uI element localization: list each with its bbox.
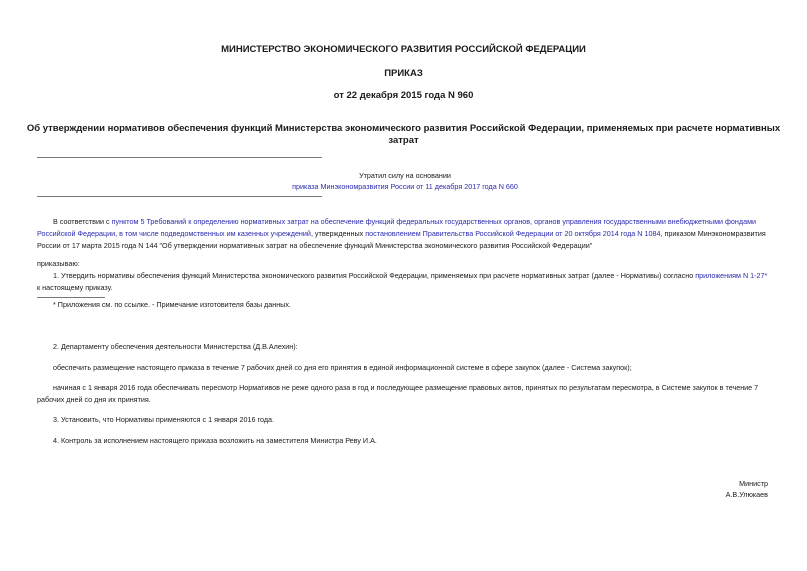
- orders-word: приказываю:: [37, 259, 80, 268]
- status-note: Утратил силу на основании: [359, 171, 451, 180]
- item-4-text: 4. Контроль за исполнением настоящего приказа возложить на заместителя Министра Реву И.А.: [53, 436, 377, 445]
- footnote-divider: [37, 297, 105, 298]
- document-title-line1: Об утверждении нормативов обеспечения функций Министерства экономического развития Российской Федерации, применяемых при расчете нормативных: [26, 123, 781, 134]
- document-title-line2: затрат: [388, 135, 419, 146]
- preamble-text-3: , приказом Минэкономразвития России от 17 марта 2015 года N 144 "Об утверждении нормативных затрат на обеспечение функций Министерства экономического развития Российской Федерации": [37, 229, 766, 250]
- resolution-link[interactable]: постановлением Правительства Российской Федерации от 20 октября 2014 года N 1084: [365, 229, 661, 238]
- document-date: от 22 декабря 2015 года N 960: [333, 90, 474, 101]
- item-2b-text: начиная с 1 января 2016 года обеспечивать пересмотр Нормативов не реже одного раза в год и последующее размещение правовых актов, принятых по результатам пересмотра, в Системе закупок в течение 7 рабочих дней со дня их принятия.: [37, 383, 759, 404]
- preamble-text-1: В соответствии с: [53, 217, 112, 226]
- preamble-text-2: , утвержденных: [310, 229, 366, 238]
- requirements-link[interactable]: пунктом 5 Требований к определению нормативных затрат на обеспечение функций федеральных государственных органов, органов управления государственными внебюджетными фондами Российской Федерации, в том числе подведомственных им казенных учреждений: [37, 217, 757, 238]
- item-2-text: 2. Департаменту обеспечения деятельности Министерства (Д.В.Алехин):: [53, 342, 298, 351]
- signature-position: Министр: [739, 479, 768, 488]
- signature-name: А.В.Улюкаев: [725, 490, 768, 499]
- footnote-text: * Приложения см. по ссылке. - Примечание изготовителя базы данных.: [53, 300, 291, 309]
- item-1-tail: к настоящему приказу.: [37, 283, 113, 292]
- ministry-heading: МИНИСТЕРСТВО ЭКОНОМИЧЕСКОГО РАЗВИТИЯ РОССИЙСКОЙ ФЕДЕРАЦИИ: [221, 44, 586, 55]
- preamble-paragraph: [37, 216, 770, 252]
- appendices-link[interactable]: приложениям N 1-27*: [695, 271, 768, 280]
- item-1-paragraph: [37, 270, 770, 294]
- item-3-text: 3. Установить, что Нормативы применяются с 1 января 2016 года.: [53, 415, 275, 424]
- divider-bottom: [37, 196, 322, 197]
- item-1-text: 1. Утвердить нормативы обеспечения функций Министерства экономического развития Российской Федерации, применяемых при расчете нормативных затрат (далее - Нормативы) согласно: [53, 271, 696, 280]
- item-2a-text: обеспечить размещение настоящего приказа в течение 7 рабочих дней со дня его принятия в единой информационной системе в сфере закупок (далее - Система закупок);: [53, 363, 632, 372]
- document-type: ПРИКАЗ: [384, 68, 423, 79]
- divider-top: [37, 157, 322, 158]
- status-link[interactable]: приказа Минэкономразвития России от 11 декабря 2017 года N 660: [292, 182, 518, 191]
